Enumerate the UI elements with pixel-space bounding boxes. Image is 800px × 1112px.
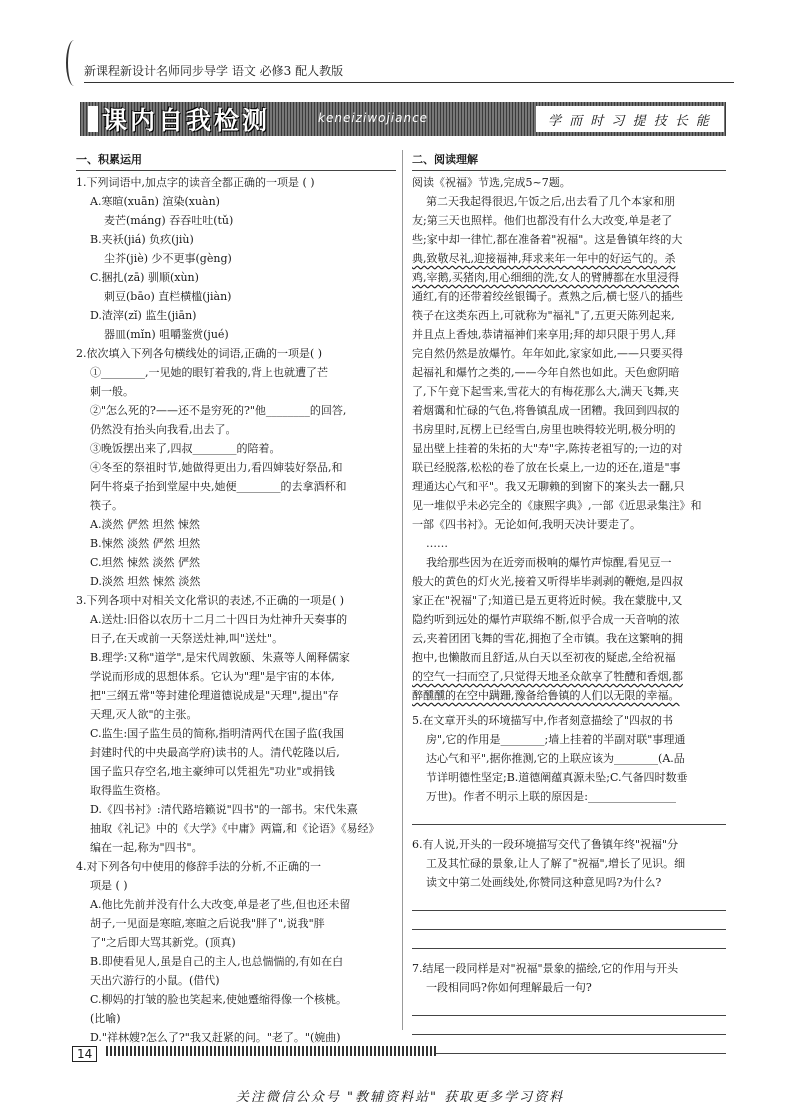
q1-line: 尘芥(jiè) 少不更事(gèng) <box>104 252 232 265</box>
answer-line[interactable] <box>412 997 726 1016</box>
right-column <box>412 150 726 1054</box>
q2-line: 仍然没有抬头向我看,出去了。 <box>90 423 237 436</box>
q2-line: ②"怎么死的?——还不是穷死的?"他________的回答, <box>90 404 347 417</box>
passage-line: 一部《四书衬》。无论如何,我明天决计要走了。 <box>412 518 641 531</box>
answer-line[interactable] <box>412 1016 726 1035</box>
q7-line: 7.结尾一段同样是对"祝福"景象的描绘,它的作用与开头 <box>412 962 679 975</box>
passage-line: 抱中,也懒散而且舒适,从白天以至初夜的疑虑,全给祝福 <box>412 651 676 664</box>
passage-line: 云,夹着团团飞舞的雪花,拥抱了全市镇。我在这繁响的拥 <box>412 632 683 645</box>
passage-line-underlined: 的空气一扫而空了,只觉得天地圣众歆享了牲醴和香烟,都 <box>412 670 683 683</box>
q3-line: 天理,灭人欲"的主张。 <box>90 708 198 721</box>
passage-line: 些;家中却一律忙,都在准备着"祝福"。这是鲁镇年终的大 <box>412 233 683 246</box>
q1-line: D.渣滓(zǐ) 监生(jiān) <box>90 309 197 322</box>
section-heading-2: 二、阅读理解 <box>412 150 726 171</box>
q4-line: C.柳妈的打皱的脸也笑起来,使她蹙缩得像一个核桃。 <box>90 993 348 1006</box>
q2-option: C.坦然 悚然 淡然 俨然 <box>90 556 201 569</box>
q1-line: 麦芒(máng) 吞吞吐吐(tǔ) <box>104 214 234 227</box>
q3-line: D.《四书衬》:清代路培籁说"四书"的一部书。宋代朱熹 <box>90 803 358 816</box>
q7-line: 一段相同吗?你如何理解最后一句? <box>426 981 592 994</box>
left-column <box>76 150 396 1047</box>
header-subtitle: 新课程新设计名师同步导学 语文 必修3 配人教版 <box>84 64 344 78</box>
q4-line: 了"之后即大骂其新党。(顶真) <box>90 936 236 949</box>
q4-line: D."祥林嫂?怎么了?"我又赶紧的问。"老了。"(婉曲) <box>90 1031 341 1044</box>
q2-line: 阿牛将桌子抬到堂屋中央,她便________的去拿酒杯和 <box>90 480 347 493</box>
q3-stem: 3.下列各项中对相关文化常识的表述,不正确的一项是( ) <box>76 594 345 607</box>
passage-line: 并且点上香烛,恭请福神们来享用;拜的却只限于男人,拜 <box>412 328 676 341</box>
q4-stem: 4.对下列各句中使用的修辞手法的分析,不正确的一 <box>76 860 321 873</box>
q2-line: ③晚饭摆出来了,四叔________的陪着。 <box>90 442 281 455</box>
q6-line: 工及其忙碌的景象,让人了解了"祝福",增长了见识。细 <box>426 857 686 870</box>
q4-line: (比喻) <box>90 1012 121 1025</box>
q3-line: 学说而形成的思想体系。它认为"理"是宇宙的本体, <box>90 670 335 683</box>
banner-title: 课内自我检测 <box>102 106 271 135</box>
passage-line: 完自然仍然是放爆竹。年年如此,家家如此,——只要买得 <box>412 347 683 360</box>
q6-line: 6.有人说,开头的一段环境描写交代了鲁镇年终"祝福"分 <box>412 838 679 851</box>
banner-pinyin: keneiziwojiance <box>318 111 429 125</box>
q2-stem: 2.依次填入下列各句横线处的词语,正确的一项是( ) <box>76 347 323 360</box>
passage-line: 筷子在这类东西上,可就称为"福礼"了,五更天陈列起来, <box>412 309 675 322</box>
passage-ellipsis: …… <box>426 537 448 550</box>
q1-line: 器皿(mǐn) 咀嚼鉴赏(jué) <box>104 328 229 341</box>
header-rule <box>84 82 734 83</box>
q3-line: 抽取《礼记》中的《大学》《中庸》两篇,和《论语》《易经》 <box>90 822 380 835</box>
q3-line: 取得监生资格。 <box>90 784 167 797</box>
answer-line[interactable] <box>412 892 726 911</box>
q2-line: 筷子。 <box>90 499 123 512</box>
footer-note: 关注微信公众号 "教辅资料站" 获取更多学习资料 <box>235 1090 565 1105</box>
q3-line: 封建时代的中央最高学府)读书的人。清代乾隆以后, <box>90 746 340 759</box>
q5-line: 万世)。作者不明示上联的原因是:________________ <box>426 790 676 803</box>
q1-line: 刺豆(bāo) 直栏横槛(jiàn) <box>104 290 232 303</box>
passage-line: 起福礼和爆竹之类的,——今年自然也如此。天色愈阴暗 <box>412 366 680 379</box>
q3-line: 日子,在天或前一天祭送灶神,叫"送灶"。 <box>90 632 284 645</box>
passage-line: 家正在"祝福"了;知道已是五更将近时候。我在蒙胧中,又 <box>412 594 683 607</box>
passage-line: 着烟霭和忙碌的气色,将鲁镇乱成一团糟。我回到四叔的 <box>412 404 680 417</box>
q1-stem: 1.下列词语中,加点字的读音全都正确的一项是 ( ) <box>76 176 315 189</box>
passage-line: 我给那些因为在近旁而极响的爆竹声惊醒,看见豆一 <box>426 556 672 569</box>
section-heading-1: 一、积累运用 <box>76 150 396 171</box>
passage-line: 般大的黄色的灯火光,接着又听得毕毕剥剥的鞭炮,是四叔 <box>412 575 683 588</box>
passage-line: 通红,有的还带着绞丝银镯子。煮熟之后,横七竖八的插些 <box>412 290 683 303</box>
q4-line: B.即使看见人,虽是自己的主人,也总惴惴的,有如在白 <box>90 955 344 968</box>
banner-tag <box>88 106 98 132</box>
q3-line: A.送灶:旧俗以农历十二月二十四日为灶神升天奏事的 <box>90 613 348 626</box>
q4-stem-cont: 项是 ( ) <box>90 879 128 892</box>
passage-line: 了,下午竟下起雪来,雪花大的有梅花那么大,满天飞舞,夹 <box>412 385 679 398</box>
q2-line: 刺一般。 <box>90 385 134 398</box>
q1-line: C.捆扎(zā) 驯顺(xùn) <box>90 271 199 284</box>
passage-line-underlined: 典,致敬尽礼,迎接福神,拜求来年一年中的好运气的。杀 <box>412 252 676 265</box>
answer-line[interactable] <box>412 911 726 930</box>
q1-line: A.寒暄(xuān) 渲染(xuàn) <box>90 195 220 208</box>
q4-line: 天出穴游行的小鼠。(借代) <box>90 974 220 987</box>
passage-line: 第二天我起得很迟,午饭之后,出去看了几个本家和朋 <box>426 195 675 208</box>
passage-line: 隐约听到远处的爆竹声联绵不断,似乎合成一天音响的浓 <box>412 613 680 626</box>
answer-line[interactable] <box>412 806 726 825</box>
passage-line: 联已经脱落,松松的卷了放在长桌上,一边的还在,道是"事 <box>412 461 681 474</box>
q2-option: A.淡然 俨然 坦然 悚然 <box>90 518 200 531</box>
passage-line: 见一堆似乎未必完全的《康熙字典》,一部《近思录集注》和 <box>412 499 702 512</box>
q3-line: B.理学:又称"道学",是宋代周敦颐、朱熹等人阐释儒家 <box>90 651 350 664</box>
q5-line: 5.在文章开头的环境描写中,作者刻意描绘了"四叔的书 <box>412 714 674 727</box>
q5-line: 节详明德性坚定;B.道德阐蕴真源未坠;C.气备四时数垂 <box>426 771 688 784</box>
q3-line: 把"三纲五常"等封建伦理道德说成是"天理",提出"存 <box>90 689 339 702</box>
reading-intro: 阅读《祝福》节选,完成5~7题。 <box>412 176 571 189</box>
q3-line: 编在一起,称为"四书"。 <box>90 841 203 854</box>
passage-line: 友;第三天也照样。他们也都没有什么大改变,单是老了 <box>412 214 673 227</box>
passage-line-underlined: 鸡,宰鹅,买猪肉,用心细细的洗,女人的臂膊都在水里浸得 <box>412 271 679 284</box>
page-number-bar <box>72 1043 97 1062</box>
answer-line[interactable] <box>412 1035 726 1054</box>
passage-line-underlined: 醉醺醺的在空中蹒跚,豫备给鲁镇的人们以无限的幸福。 <box>412 689 680 702</box>
q4-line: A.他比先前并没有什么大改变,单是老了些,但也还未留 <box>90 898 351 911</box>
passage-line: 显出壁上挂着的朱拓的大"寿"字,陈抟老祖写的;一边的对 <box>412 442 683 455</box>
q2-line: ④冬至的祭祖时节,她做得更出力,看四婶装好祭品,和 <box>90 461 343 474</box>
q4-line: 胡子,一见面是寒暄,寒暄之后说我"胖了",说我"胖 <box>90 917 325 930</box>
page-number: 14 <box>72 1046 97 1062</box>
page-number-dots <box>106 1046 436 1056</box>
passage-line: 理通达心气和平"。我又无聊赖的到窗下的案头去一翻,只 <box>412 480 685 493</box>
q2-option: D.淡然 坦然 悚然 淡然 <box>90 575 201 588</box>
q5-line: 房",它的作用是________;墙上挂着的半副对联"事理通 <box>426 733 686 746</box>
q3-line: C.监生:国子监生员的简称,指明清两代在国子监(我国 <box>90 727 345 740</box>
banner-motto: 学 而 时 习 提 技 长 能 <box>548 114 711 129</box>
q2-line: ①________,一见她的眼钉着我的,背上也就遭了芒 <box>90 366 328 379</box>
answer-line[interactable] <box>412 930 726 949</box>
passage-line: 书房里时,瓦楞上已经雪白,房里也映得较光明,极分明的 <box>412 423 676 436</box>
q5-line: 达心气和平",据你推测,它的上联应该为________(A.品 <box>426 752 685 765</box>
q6-line: 读文中第二处画线处,你赞同这种意见吗?为什么? <box>426 876 662 889</box>
q2-option: B.悚然 淡然 俨然 坦然 <box>90 537 201 550</box>
q3-line: 国子监只存空名,地主豪绅可以凭祖先"功业"或捐钱 <box>90 765 335 778</box>
q1-line: B.夹袄(jiá) 负疚(jiù) <box>90 233 194 246</box>
header-arc <box>66 40 82 86</box>
column-divider <box>402 150 403 1030</box>
